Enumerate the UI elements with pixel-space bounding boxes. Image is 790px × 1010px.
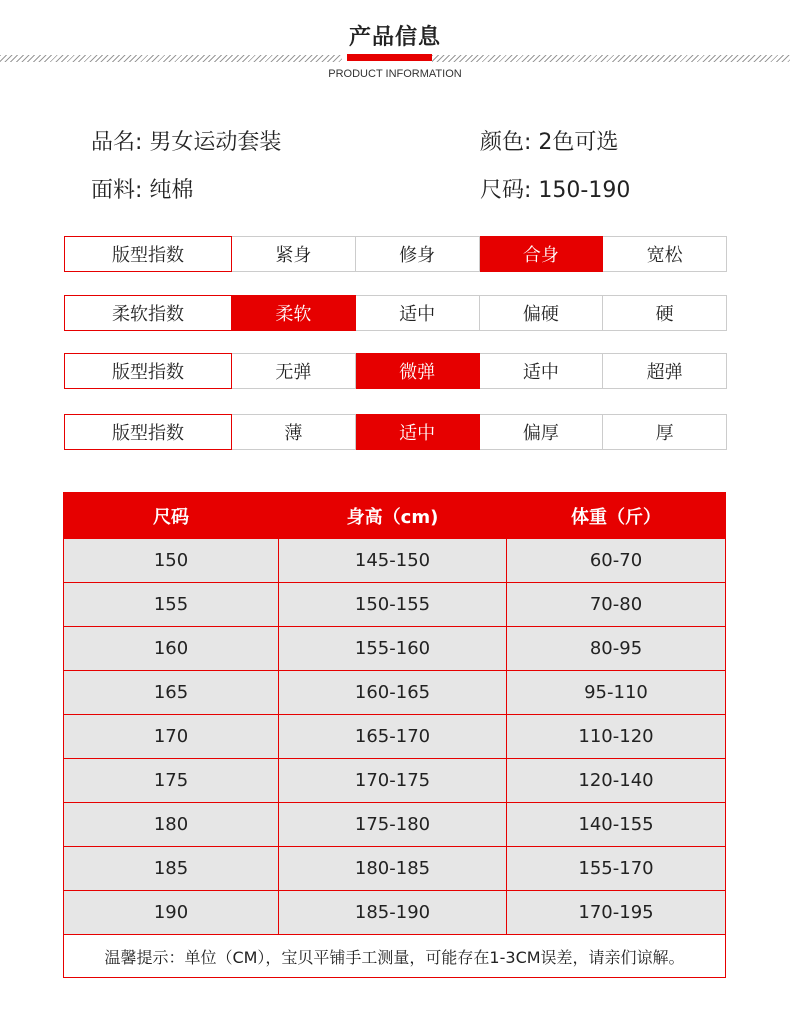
cell-size: 160 — [64, 627, 279, 671]
cell-size: 185 — [64, 847, 279, 891]
table-row — [64, 627, 726, 671]
cell-height: 155-160 — [279, 627, 507, 671]
cell-weight: 60-70 — [507, 539, 726, 583]
info-label: 尺码: — [480, 178, 532, 203]
table-row — [64, 715, 726, 759]
index-option: 紧身 — [232, 236, 356, 272]
index-option: 适中 — [356, 295, 480, 331]
column-header-height: 身高（cm) — [279, 493, 507, 539]
cell-weight: 170-195 — [507, 891, 726, 935]
cell-height: 145-150 — [279, 539, 507, 583]
info-value: 150-190 — [538, 178, 631, 203]
info-value: 男女运动套装 — [149, 130, 282, 155]
index-option-selected: 合身 — [480, 236, 604, 272]
cell-weight: 70-80 — [507, 583, 726, 627]
cell-weight: 110-120 — [507, 715, 726, 759]
cell-size: 175 — [64, 759, 279, 803]
info-color — [480, 125, 618, 156]
index-option-selected: 微弹 — [356, 353, 480, 389]
hatch-divider-right — [432, 55, 790, 62]
table-row — [64, 759, 726, 803]
index-label: 版型指数 — [64, 414, 232, 450]
cell-height: 165-170 — [279, 715, 507, 759]
index-option: 无弹 — [232, 353, 356, 389]
cell-height: 180-185 — [279, 847, 507, 891]
index-row-thickness — [64, 414, 727, 450]
index-row-elasticity — [64, 353, 727, 389]
index-option: 超弹 — [603, 353, 727, 389]
table-row — [64, 891, 726, 935]
cell-weight: 155-170 — [507, 847, 726, 891]
info-label: 面料: — [91, 178, 143, 203]
table-row — [64, 847, 726, 891]
index-option: 硬 — [603, 295, 727, 331]
table-row — [64, 583, 726, 627]
cell-height: 170-175 — [279, 759, 507, 803]
cell-size: 190 — [64, 891, 279, 935]
table-header-row — [64, 493, 726, 539]
section-title: 产品信息 — [348, 25, 441, 50]
info-size — [480, 173, 630, 204]
info-value: 纯棉 — [149, 178, 194, 203]
info-value: 2色可选 — [538, 130, 619, 155]
table-note-row — [64, 935, 726, 978]
index-label: 版型指数 — [64, 236, 232, 272]
cell-height: 185-190 — [279, 891, 507, 935]
info-fabric — [91, 173, 193, 204]
section-header — [0, 0, 790, 90]
cell-weight: 140-155 — [507, 803, 726, 847]
size-chart-table — [63, 492, 726, 978]
cell-height: 150-155 — [279, 583, 507, 627]
cell-size: 155 — [64, 583, 279, 627]
cell-size: 150 — [64, 539, 279, 583]
cell-height: 160-165 — [279, 671, 507, 715]
cell-size: 180 — [64, 803, 279, 847]
hatch-divider-left — [0, 55, 342, 62]
index-option: 修身 — [356, 236, 480, 272]
info-label: 颜色: — [480, 130, 532, 155]
index-row-fit — [64, 236, 727, 272]
cell-size: 165 — [64, 671, 279, 715]
index-option: 厚 — [603, 414, 727, 450]
cell-height: 175-180 — [279, 803, 507, 847]
cell-weight: 95-110 — [507, 671, 726, 715]
index-option: 薄 — [232, 414, 356, 450]
measurement-note: 温馨提示：单位（CM），宝贝平铺手工测量，可能存在1-3CM误差，请亲们谅解。 — [64, 935, 726, 978]
index-option-selected: 柔软 — [232, 295, 356, 331]
column-header-weight: 体重（斤） — [507, 493, 726, 539]
index-row-softness — [64, 295, 727, 331]
cell-weight: 80-95 — [507, 627, 726, 671]
table-row — [64, 539, 726, 583]
title-underline-bar — [347, 54, 432, 61]
index-label: 版型指数 — [64, 353, 232, 389]
index-option: 偏厚 — [480, 414, 604, 450]
index-label: 柔软指数 — [64, 295, 232, 331]
section-subtitle: PRODUCT INFORMATION — [328, 68, 462, 80]
cell-weight: 120-140 — [507, 759, 726, 803]
index-option: 适中 — [480, 353, 604, 389]
info-label: 品名: — [91, 130, 143, 155]
index-option-selected: 适中 — [356, 414, 480, 450]
index-option: 偏硬 — [480, 295, 604, 331]
info-product-name — [91, 125, 281, 156]
table-row — [64, 803, 726, 847]
index-option: 宽松 — [603, 236, 727, 272]
column-header-size: 尺码 — [64, 493, 279, 539]
cell-size: 170 — [64, 715, 279, 759]
table-row — [64, 671, 726, 715]
